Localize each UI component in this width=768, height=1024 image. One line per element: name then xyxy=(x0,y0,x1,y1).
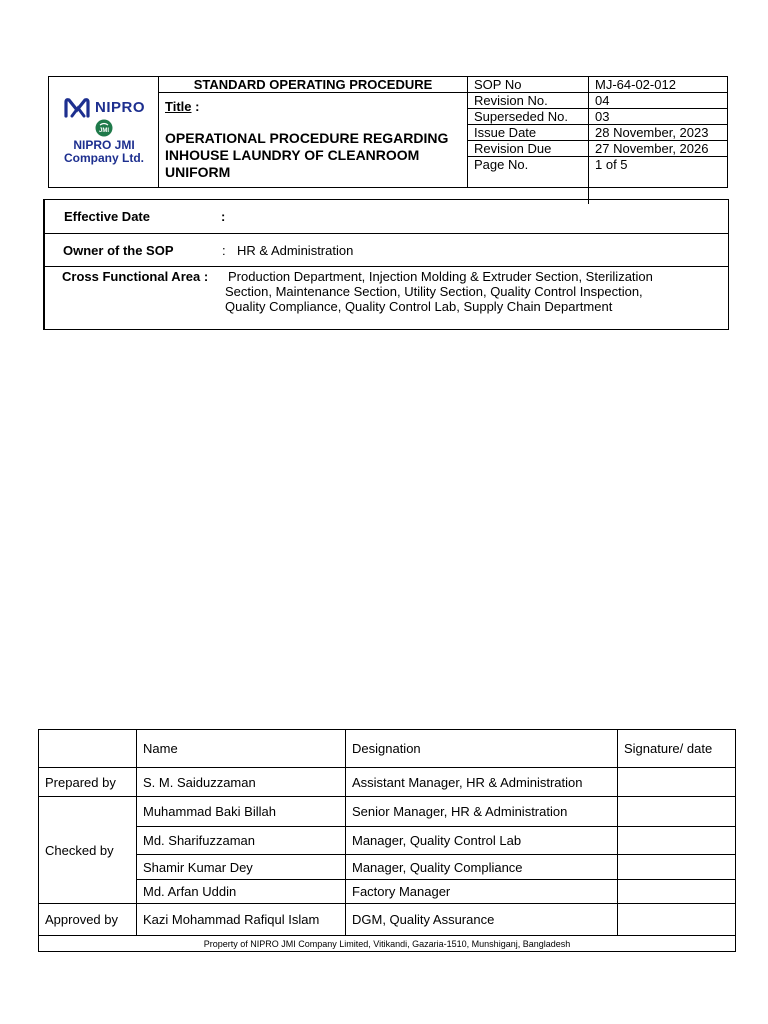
meta-value: 1 of 5 xyxy=(595,157,628,172)
property-footer: Property of NIPRO JMI Company Limited, Vitikandi, Gazaria-1510, Munshiganj, Bangladesh xyxy=(39,936,736,952)
signature-cell xyxy=(618,797,736,827)
approval-table xyxy=(38,729,736,952)
document-title: OPERATIONAL PROCEDURE REGARDING INHOUSE LAUNDRY OF CLEANROOM UNIFORM xyxy=(165,130,449,180)
checked-name: Md. Arfan Uddin xyxy=(137,880,346,904)
meta-value: 27 November, 2026 xyxy=(595,141,709,156)
title-label-text: Title xyxy=(165,99,192,114)
cross-functional-value xyxy=(225,269,653,314)
meta-key: Page No. xyxy=(468,157,589,204)
meta-key: SOP No xyxy=(468,77,589,92)
effective-date-label: Effective Date xyxy=(64,209,150,224)
signature-cell xyxy=(618,855,736,880)
owner-value: HR & Administration xyxy=(237,243,354,258)
meta-row xyxy=(468,141,727,157)
header-cell-empty xyxy=(39,730,137,768)
checked-name: Md. Sharifuzzaman xyxy=(137,827,346,855)
title-label-colon: : xyxy=(191,99,200,114)
meta-key: Issue Date xyxy=(468,125,589,140)
header-signature: Signature/ date xyxy=(618,730,736,768)
prepared-designation: Assistant Manager, HR & Administration xyxy=(346,768,618,797)
company-logo xyxy=(49,77,159,187)
checked-designation: Senior Manager, HR & Administration xyxy=(346,797,618,827)
company-name-line-1: NIPRO JMI xyxy=(73,138,135,152)
title-label xyxy=(165,99,199,114)
approved-designation: DGM, Quality Assurance xyxy=(346,904,618,936)
owner-colon: : xyxy=(222,243,226,258)
signature-cell xyxy=(618,880,736,904)
checked-by-label: Checked by xyxy=(39,797,137,904)
meta-row xyxy=(468,157,727,204)
owner-row xyxy=(45,234,728,267)
cross-functional-line: Production Department, Injection Molding & Extruder Section, Sterilization xyxy=(228,269,653,284)
cross-functional-label: Cross Functional Area : xyxy=(62,269,209,284)
footer-row xyxy=(39,936,736,952)
prepared-by-label: Prepared by xyxy=(39,768,137,797)
approved-by-label: Approved by xyxy=(39,904,137,936)
table-row xyxy=(39,880,736,904)
header-name: Name xyxy=(137,730,346,768)
table-row xyxy=(39,904,736,936)
owner-label: Owner of the SOP xyxy=(63,243,174,258)
cross-functional-line: Quality Compliance, Quality Control Lab, Supply Chain Department xyxy=(225,299,613,314)
checked-name: Muhammad Baki Billah xyxy=(137,797,346,827)
meta-row xyxy=(468,109,727,125)
meta-key: Superseded No. xyxy=(468,109,589,124)
effective-date-row xyxy=(45,200,728,234)
title-section xyxy=(159,77,468,187)
document-header xyxy=(48,76,728,188)
meta-key: Revision No. xyxy=(468,93,589,108)
document-type: STANDARD OPERATING PROCEDURE xyxy=(159,77,467,93)
checked-designation: Factory Manager xyxy=(346,880,618,904)
company-name xyxy=(49,139,159,165)
header-designation: Designation xyxy=(346,730,618,768)
checked-designation: Manager, Quality Compliance xyxy=(346,855,618,880)
meta-key: Revision Due xyxy=(468,141,589,156)
jmi-badge-icon xyxy=(95,119,113,137)
sop-info-box xyxy=(43,199,729,330)
nipro-logo-mark-icon xyxy=(63,97,93,119)
cross-functional-line: Section, Maintenance Section, Utility Section, Quality Control Inspection, xyxy=(225,284,643,299)
meta-row xyxy=(468,77,727,93)
meta-row xyxy=(468,93,727,109)
meta-row xyxy=(468,125,727,141)
prepared-name: S. M. Saiduzzaman xyxy=(137,768,346,797)
table-row xyxy=(39,827,736,855)
meta-value: 28 November, 2023 xyxy=(595,125,709,140)
meta-value: 04 xyxy=(595,93,610,108)
effective-date-colon: : xyxy=(221,209,226,224)
table-row xyxy=(39,797,736,827)
table-row xyxy=(39,855,736,880)
meta-value: MJ-64-02-012 xyxy=(595,77,676,92)
table-header-row xyxy=(39,730,736,768)
company-name-line-2: Company Ltd. xyxy=(64,151,144,165)
signature-cell xyxy=(618,768,736,797)
meta-value: 03 xyxy=(595,109,610,124)
checked-name: Shamir Kumar Dey xyxy=(137,855,346,880)
checked-designation: Manager, Quality Control Lab xyxy=(346,827,618,855)
brand-name: NIPRO xyxy=(95,99,146,116)
jmi-badge-text: JMI xyxy=(98,128,110,134)
approved-name: Kazi Mohammad Rafiqul Islam xyxy=(137,904,346,936)
signature-cell xyxy=(618,904,736,936)
signature-cell xyxy=(618,827,736,855)
table-row xyxy=(39,768,736,797)
document-meta xyxy=(468,77,727,204)
